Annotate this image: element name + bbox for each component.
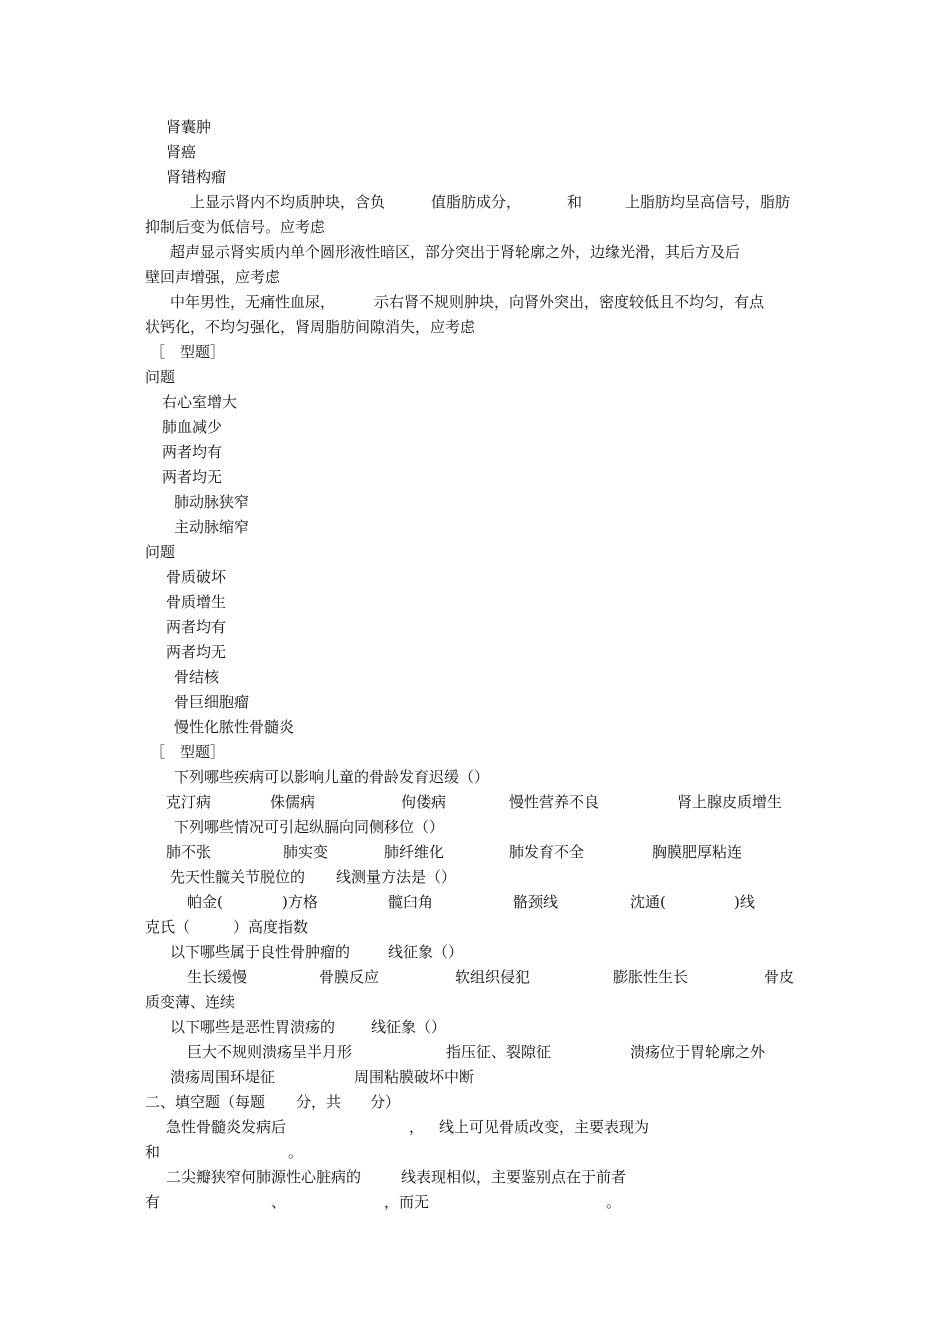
x-q3-option-e2: ）高度指数 [233,918,309,936]
group1-item-2: 主动脉缩窄 [174,518,250,536]
x-q2-option-d: 肺发育不全 [509,843,585,861]
x-q4-option-e: 骨皮 [764,968,795,986]
group2-option-d: 两者均无 [166,643,227,661]
x-q2-options [0,842,950,862]
x-q3-stem-part1: 先天性髋关节脱位的 [170,868,306,886]
x-q3-option-a1: 帕金( [187,893,223,911]
x-q3-stem [0,867,950,887]
group1-option-c: 两者均有 [162,443,223,461]
x-q5-stem-part2: 线征象（） [371,1018,447,1036]
fill-q2-part4: 、 [271,1193,287,1211]
question-a2-line2: 壁回声增强，应考虑 [145,268,281,286]
fill-q2-part6: 。 [606,1193,622,1211]
fill-header-part2: 分，共 [296,1093,342,1111]
x-q3-stem-part2: 线测量方法是（） [336,868,457,886]
fill-q2-line2 [0,1192,950,1212]
group2-item-3: 慢性化脓性骨髓炎 [174,718,295,736]
fill-q1-part4: 和 [145,1143,161,1161]
group2-option-b: 骨质增生 [166,593,227,611]
x-q1-options [0,792,950,812]
group1-option-b: 肺血减少 [162,418,223,436]
q-a1-part1: 上显示肾内不均质肿块，含负 [190,193,386,211]
x-q3-line2 [0,917,950,937]
fill-q2-part1: 二尖瓣狭窄何肺源性心脏病的 [166,1168,362,1186]
x-q3-option-d2: )线 [734,893,755,911]
x-q3-option-d1: 沈通( [630,893,666,911]
group2-label: 问题 [145,543,176,561]
fill-header-part3: 分） [370,1093,401,1111]
fill-q1-part3: 线上可见骨质改变，主要表现为 [439,1118,650,1136]
question-a3-line1 [0,292,950,312]
fill-section-header [0,1092,950,1112]
x-q2-option-c: 肺纤维化 [384,843,445,861]
x-q2-option-b: 肺实变 [283,843,329,861]
question-a1-line1 [0,192,950,212]
group1-option-d: 两者均无 [162,468,223,486]
q-a1-part2: 值脂肪成分， [431,193,522,211]
x-q5-line2 [0,1067,950,1087]
x-q3-option-c: 骼颈线 [513,893,559,911]
fill-q1-part1: 急性骨髓炎发病后 [166,1118,287,1136]
x-q2-stem: 下列哪些情况可引起纵膈向同侧移位（） [174,818,445,836]
fill-q2-part2: 线表现相似，主要鉴别点在于前者 [401,1168,627,1186]
x-q5-stem [0,1017,950,1037]
x-q5-option-a: 巨大不规则溃疡呈半月形 [187,1043,353,1061]
x-q5-option-b: 指压征、裂隙征 [446,1043,552,1061]
q-a1-part4: 上脂肪均呈高信号，脂肪 [625,193,791,211]
q-a3-part1: 中年男性，无痛性血尿， [170,293,336,311]
group2-option-a: 骨质破坏 [166,568,227,586]
question-a2-line1: 超声显示肾实质内单个圆形液性暗区，部分突出于肾轮廓之外，边缘光滑，其后方及后 [170,243,741,261]
q-a3-part2: 示右肾不规则肿块，向肾外突出，密度较低且不均匀，有点 [374,293,765,311]
section-x-header: ［ 型题］ [150,743,226,761]
x-q4-options [0,967,950,987]
x-q5-option-e: 周围粘膜破坏中断 [354,1068,475,1086]
x-q4-option-a: 生长缓慢 [187,968,248,986]
x-q3-option-e1: 克氏（ [145,918,191,936]
x-q1-option-e: 肾上腺皮质增生 [677,793,783,811]
x-q4-option-b: 骨膜反应 [319,968,380,986]
x-q1-stem: 下列哪些疾病可以影响儿童的骨龄发育迟缓（） [174,768,490,786]
q-a1-part3: 和 [567,193,583,211]
x-q1-option-b: 侏儒病 [270,793,316,811]
fill-q1-part2: ， [409,1118,425,1136]
x-q2-option-a: 肺不张 [166,843,212,861]
x-q4-stem-part2: 线征象（） [388,943,464,961]
option-renal-cancer: 肾癌 [166,143,197,161]
x-q4-stem [0,942,950,962]
fill-q2-line1 [0,1167,950,1187]
x-q1-option-a: 克汀病 [166,793,212,811]
option-renal-cyst: 肾囊肿 [166,118,212,136]
fill-q2-part3: 有 [145,1193,161,1211]
fill-q1-line2 [0,1142,950,1162]
fill-q2-part5: ，而无 [384,1193,430,1211]
x-q5-stem-part1: 以下哪些是恶性胃溃疡的 [170,1018,336,1036]
x-q1-option-d: 慢性营养不良 [509,793,600,811]
x-q4-line2: 质变薄、连续 [145,993,236,1011]
x-q4-option-d: 膨胀性生长 [613,968,689,986]
group1-item-1: 肺动脉狭窄 [174,493,250,511]
group2-item-2: 骨巨细胞瘤 [174,693,250,711]
question-a3-line2: 状钙化，不均匀强化，肾周脂肪间隙消失，应考虑 [145,318,476,336]
x-q1-option-c: 佝偻病 [401,793,447,811]
x-q3-options [0,892,950,912]
x-q4-stem-part1: 以下哪些属于良性骨肿瘤的 [170,943,351,961]
x-q5-option-c: 溃疡位于胃轮廓之外 [630,1043,766,1061]
group2-option-c: 两者均有 [166,618,227,636]
x-q3-option-a2: )方格 [282,893,318,911]
x-q3-option-b: 髋臼角 [388,893,434,911]
section-b-header: ［ 型题］ [150,343,226,361]
fill-q1-part5: 。 [288,1143,304,1161]
group1-label: 问题 [145,368,176,386]
x-q5-option-d: 溃疡周围环堤征 [170,1068,276,1086]
fill-header-part1: 二、填空题（每题 [145,1093,266,1111]
x-q5-options [0,1042,950,1062]
question-a1-line2: 抑制后变为低信号。应考虑 [145,218,326,236]
x-q2-option-e: 胸膜肥厚粘连 [652,843,743,861]
group1-option-a: 右心室增大 [162,393,238,411]
x-q4-option-c: 软组织侵犯 [455,968,531,986]
group2-item-1: 骨结核 [174,668,220,686]
option-angiomyolipoma: 肾错构瘤 [166,168,227,186]
fill-q1-line1 [0,1117,950,1137]
